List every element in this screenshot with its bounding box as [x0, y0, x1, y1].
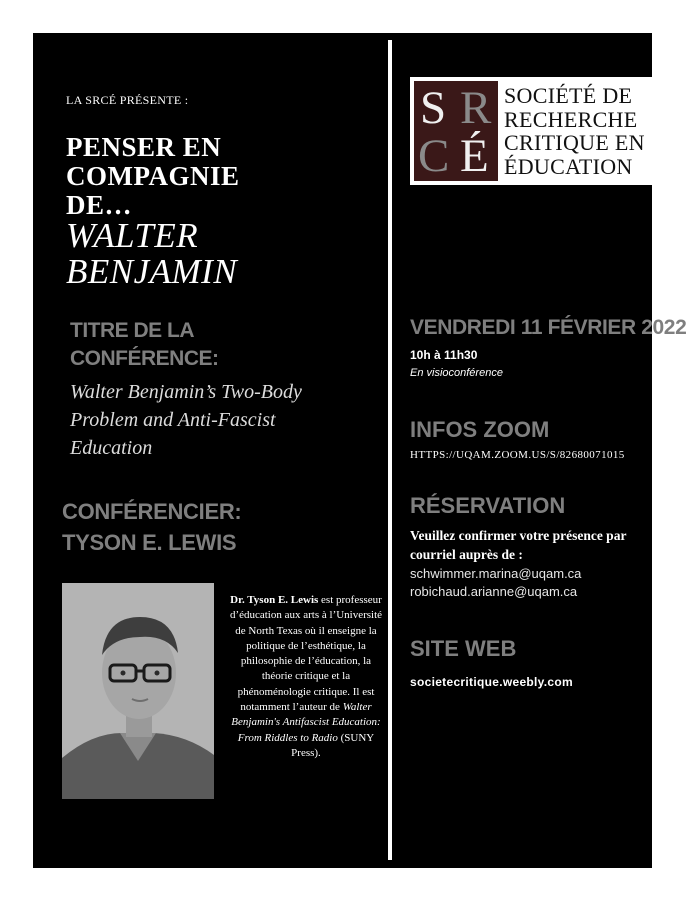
website-link[interactable]: societecritique.weebly.com — [410, 675, 573, 689]
reservation-text — [410, 526, 626, 564]
reservation-heading: RÉSERVATION — [410, 493, 566, 518]
logo-letter-box — [414, 81, 498, 181]
email-link[interactable]: robichaud.arianne@uqam.ca — [410, 584, 578, 599]
talk-title — [70, 378, 360, 462]
srce-logo — [410, 77, 658, 185]
talk-title-heading-line: TITRE DE LA — [70, 319, 194, 342]
honoree-name-line: BENJAMIN — [66, 252, 238, 291]
speaker-bio-text: (SUNY Press). — [291, 731, 375, 759]
website-heading: SITE WEB — [410, 636, 517, 661]
zoom-heading: INFOS ZOOM — [410, 417, 550, 442]
speaker-bio-book: Walter Benjamin's Antifascist Education: From Riddles to Radio — [231, 701, 381, 744]
event-title-line: DE… — [66, 190, 133, 220]
speaker-heading-line: TYSON E. LEWIS — [62, 530, 237, 555]
event-title — [66, 133, 240, 220]
logo-letter: É — [460, 130, 489, 182]
speaker-heading-line: CONFÉRENCIER: — [62, 499, 242, 524]
talk-title-line: Walter Benjamin’s Two-Body — [70, 381, 302, 403]
reservation-text-line: courriel auprès de : — [410, 547, 523, 562]
talk-title-heading-line: CONFÉRENCE: — [70, 347, 219, 370]
logo-letter: S — [420, 82, 447, 134]
vertical-divider — [388, 40, 392, 860]
reservation-text-line: Veuillez confirmer votre présence par — [410, 528, 627, 543]
event-time: 10h à 11h30 — [410, 348, 478, 362]
honoree-name-line: WALTER — [66, 216, 199, 255]
logo-word: CRITIQUE EN — [504, 130, 645, 155]
talk-title-heading — [70, 317, 219, 373]
presenter-line: LA SRCÉ PRÉSENTE : — [66, 93, 189, 107]
zoom-link[interactable]: HTTPS://UQAM.ZOOM.US/S/82680071015 — [410, 449, 625, 461]
logo-wordmark — [504, 84, 645, 178]
logo-word: RECHERCHE — [504, 106, 638, 132]
event-title-line: COMPAGNIE — [66, 161, 240, 191]
event-mode: En visioconférence — [410, 367, 503, 379]
logo-word: SOCIÉTÉ DE — [504, 83, 633, 108]
logo-letter: C — [418, 130, 450, 182]
event-title-line: PENSER EN — [66, 132, 222, 162]
logo-letter: R — [460, 82, 492, 134]
speaker-bio-name: Dr. Tyson E. Lewis — [230, 594, 319, 606]
honoree-name — [66, 218, 237, 290]
speaker-bio — [228, 593, 384, 761]
speaker-bio-text: est professeur d’éducation aux arts à l’Université de North Texas où il enseigne la politique de l’esthétique, la philosophie de l’éducation, la théorie critique et la phénoménologie critique. Il est notamment l’auteur de — [229, 594, 383, 714]
event-date: VENDREDI 11 FÉVRIER 2022 — [410, 316, 687, 339]
email-link[interactable]: schwimmer.marina@uqam.ca — [410, 566, 582, 581]
talk-title-line: Education — [70, 437, 153, 459]
speaker-photo — [62, 583, 214, 799]
logo-word: ÉDUCATION — [504, 153, 633, 179]
talk-title-line: Problem and Anti-Fascist — [70, 409, 276, 431]
speaker-heading — [62, 496, 241, 558]
